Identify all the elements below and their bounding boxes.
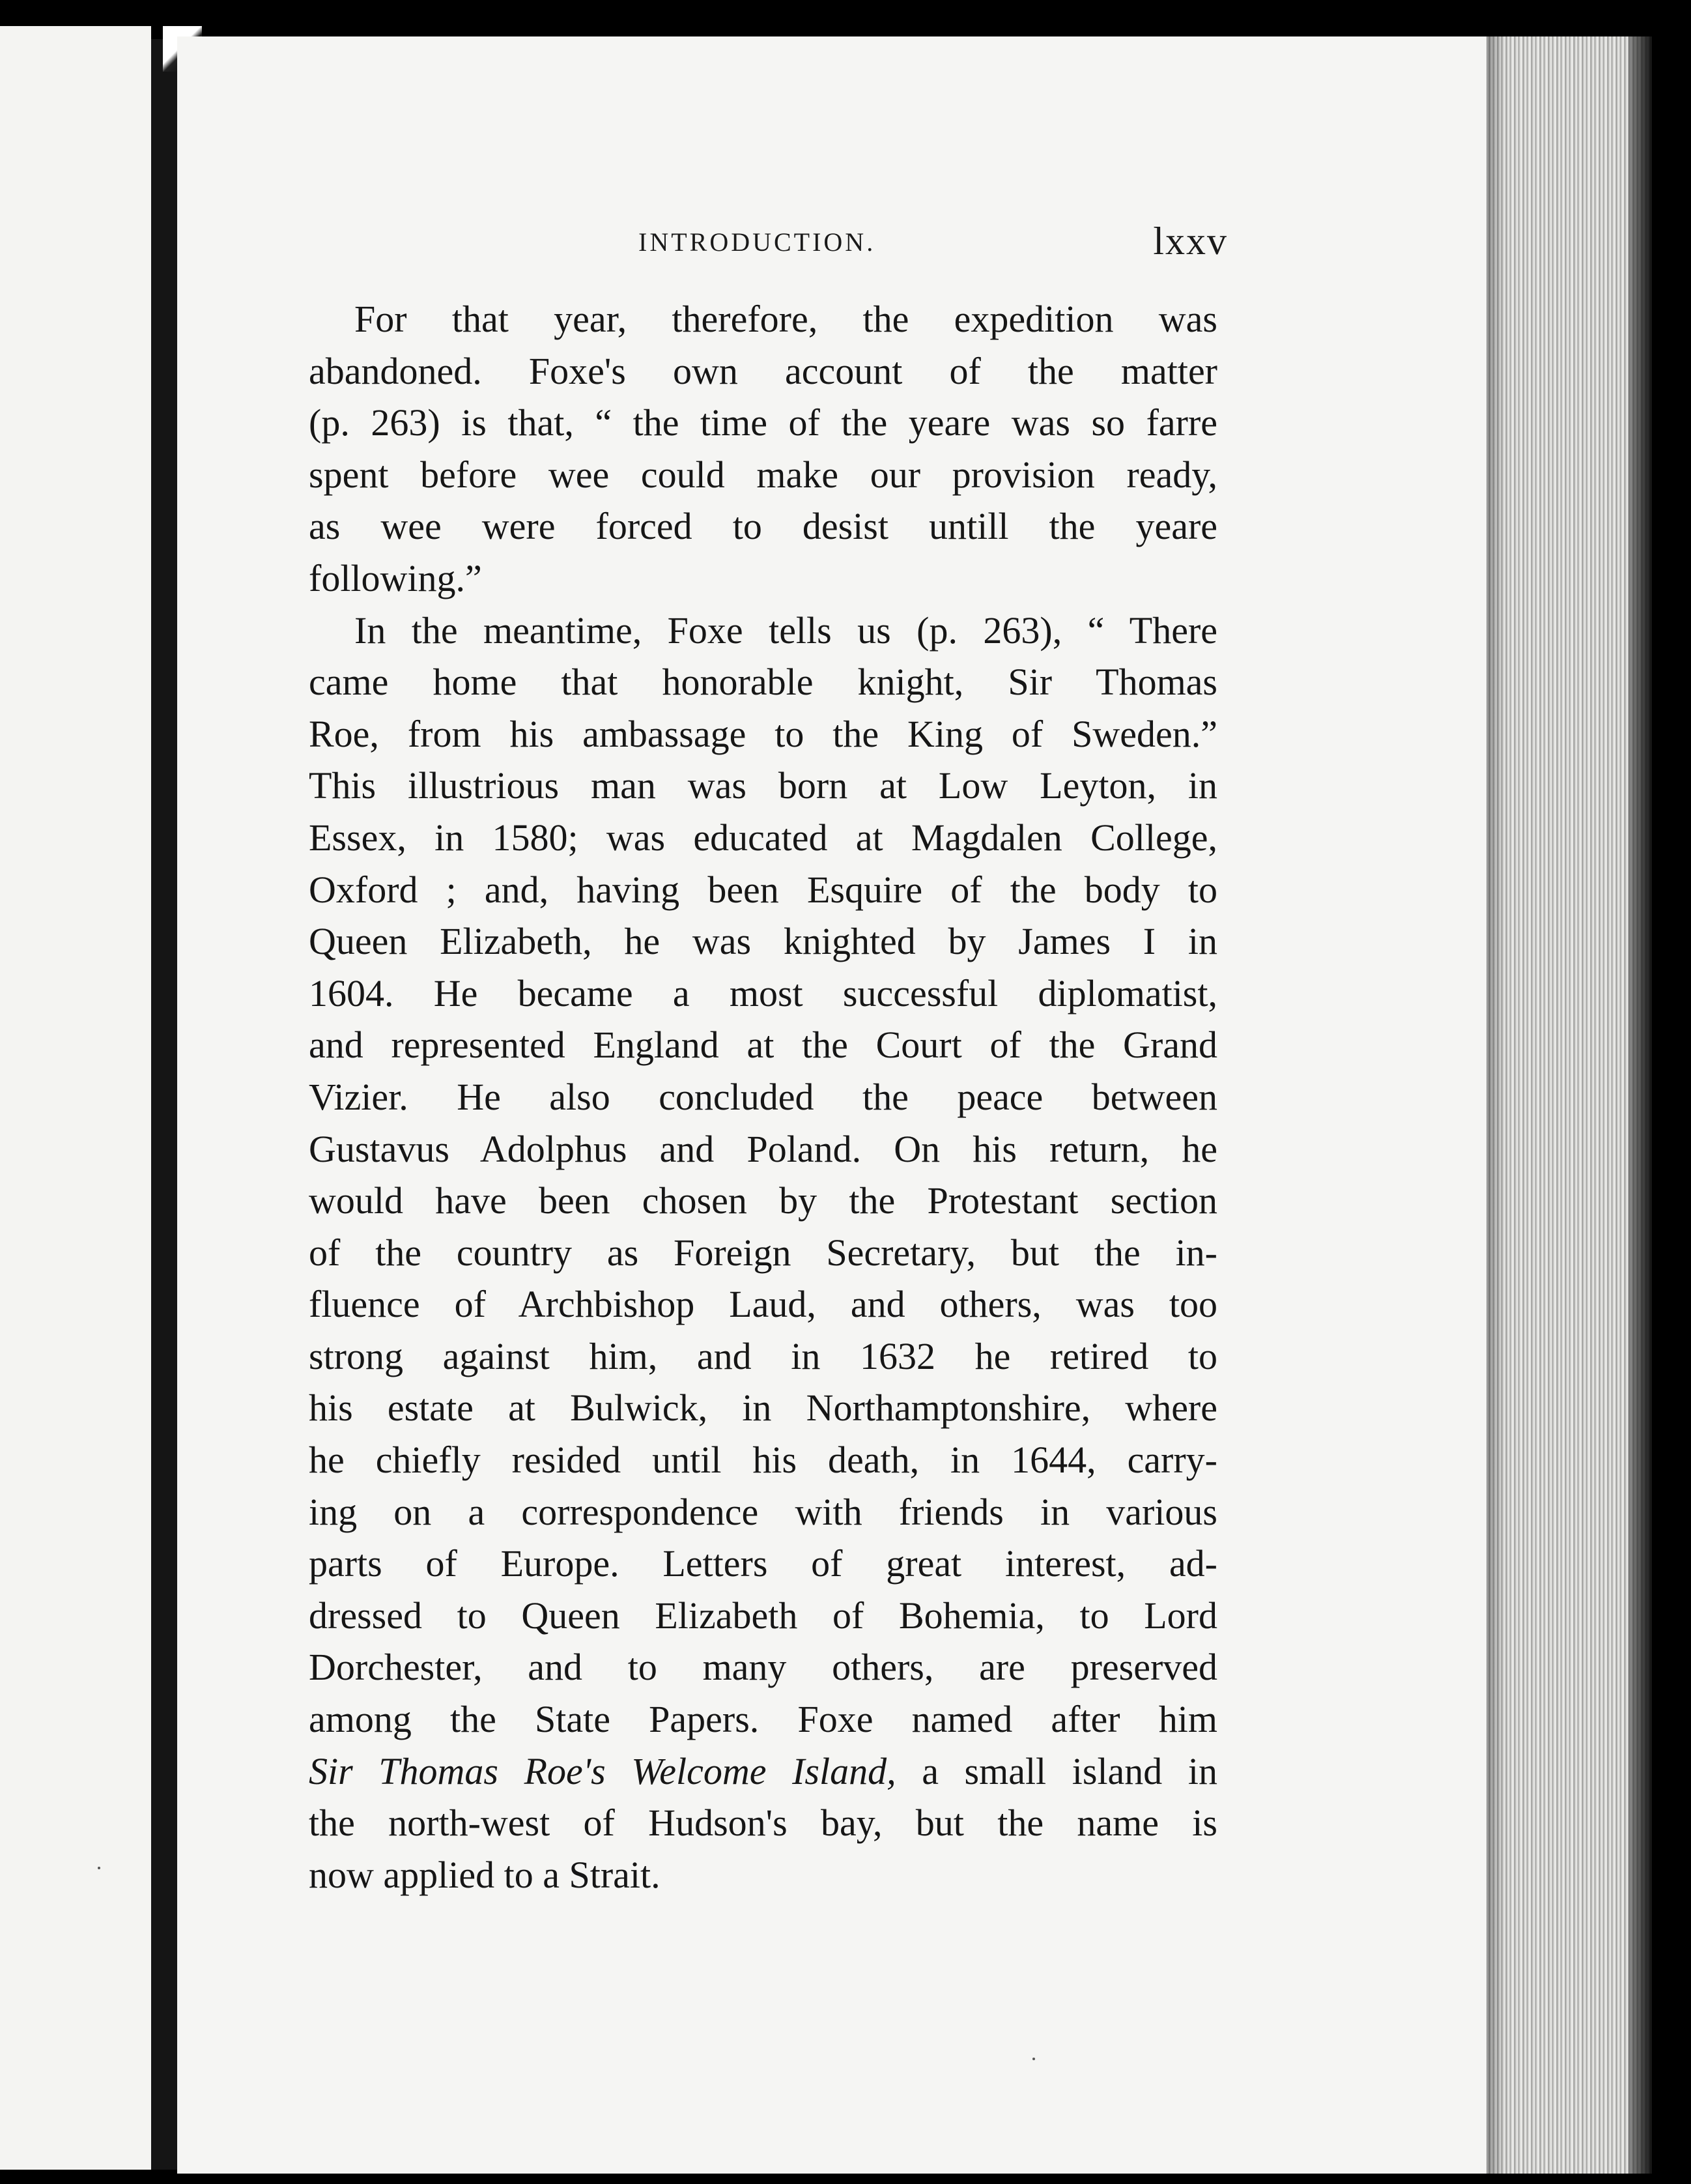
body-text (309, 293, 1217, 1901)
text-line: he chiefly resided until his death, in 1644, carry- (309, 1439, 1217, 1482)
text-line: came home that honorable knight, Sir Thomas (309, 661, 1217, 704)
text-line: of the country as Foreign Secretary, but the in- (309, 1231, 1217, 1274)
text-line: parts of Europe. Letters of great interest, ad- (309, 1542, 1217, 1585)
text-line: Oxford ; and, having been Esquire of the body to (309, 868, 1217, 911)
text-line: and represented England at the Court of the Grand (309, 1024, 1217, 1067)
text-line: spent before wee could make our provision ready, (309, 453, 1217, 496)
facing-page-edge (0, 26, 151, 2170)
scan-speck (98, 1867, 100, 1869)
text-line: among the State Papers. Foxe named after him (309, 1698, 1217, 1741)
text-line: as wee were forced to desist untill the yeare (309, 505, 1217, 548)
text-line: fluence of Archbishop Laud, and others, was too (309, 1283, 1217, 1326)
text-line: Dorchester, and to many others, are preserved (309, 1646, 1217, 1689)
page-header (313, 220, 1228, 270)
text-line: Essex, in 1580; was educated at Magdalen College, (309, 816, 1217, 859)
text-line: would have been chosen by the Protestant section (309, 1179, 1217, 1222)
page-edges-shadow (1486, 36, 1506, 2174)
text-line: In the meantime, Foxe tells us (p. 263), “ There (354, 609, 1217, 652)
italic-island-name: Sir Thomas Roe's Welcome Island, (309, 1749, 896, 1792)
text-line: 1604. He became a most successful diplomatist, (309, 971, 1217, 1014)
text-line: following.” (309, 556, 482, 599)
text-line: For that year, therefore, the expedition was (354, 298, 1217, 340)
text-line: Roe, from his ambassage to the King of Sweden.” (309, 712, 1217, 755)
text-line: now applied to a Strait. (309, 1853, 661, 1896)
text-line: strong against him, and in 1632 he retired to (309, 1334, 1217, 1377)
text-line: abandoned. Foxe's own account of the matter (309, 349, 1217, 392)
page-number: lxxv (1153, 220, 1228, 263)
text-line: dressed to Queen Elizabeth of Bohemia, to Lord (309, 1594, 1217, 1637)
text-fragment: a small island in (896, 1749, 1217, 1792)
text-line: ing on a correspondence with friends in various (309, 1490, 1217, 1533)
text-line: This illustrious man was born at Low Leyton, in (309, 764, 1217, 807)
text-line (309, 1746, 1217, 1798)
text-line: Vizier. He also concluded the peace between (309, 1075, 1217, 1118)
text-line: Gustavus Adolphus and Poland. On his return, he (309, 1127, 1217, 1170)
running-head: INTRODUCTION. (638, 227, 876, 257)
text-line: the north-west of Hudson's bay, but the name is (309, 1802, 1217, 1845)
page-edges-outer (1628, 36, 1652, 2174)
page-edges (1486, 36, 1652, 2174)
book-gutter (151, 39, 177, 2170)
scan-speck (1032, 2058, 1035, 2060)
text-line: (p. 263) is that, “ the time of the yeare was so farre (309, 401, 1217, 444)
text-line: Queen Elizabeth, he was knighted by James I in (309, 920, 1217, 963)
text-line: his estate at Bulwick, in Northamptonshire, where (309, 1387, 1217, 1430)
